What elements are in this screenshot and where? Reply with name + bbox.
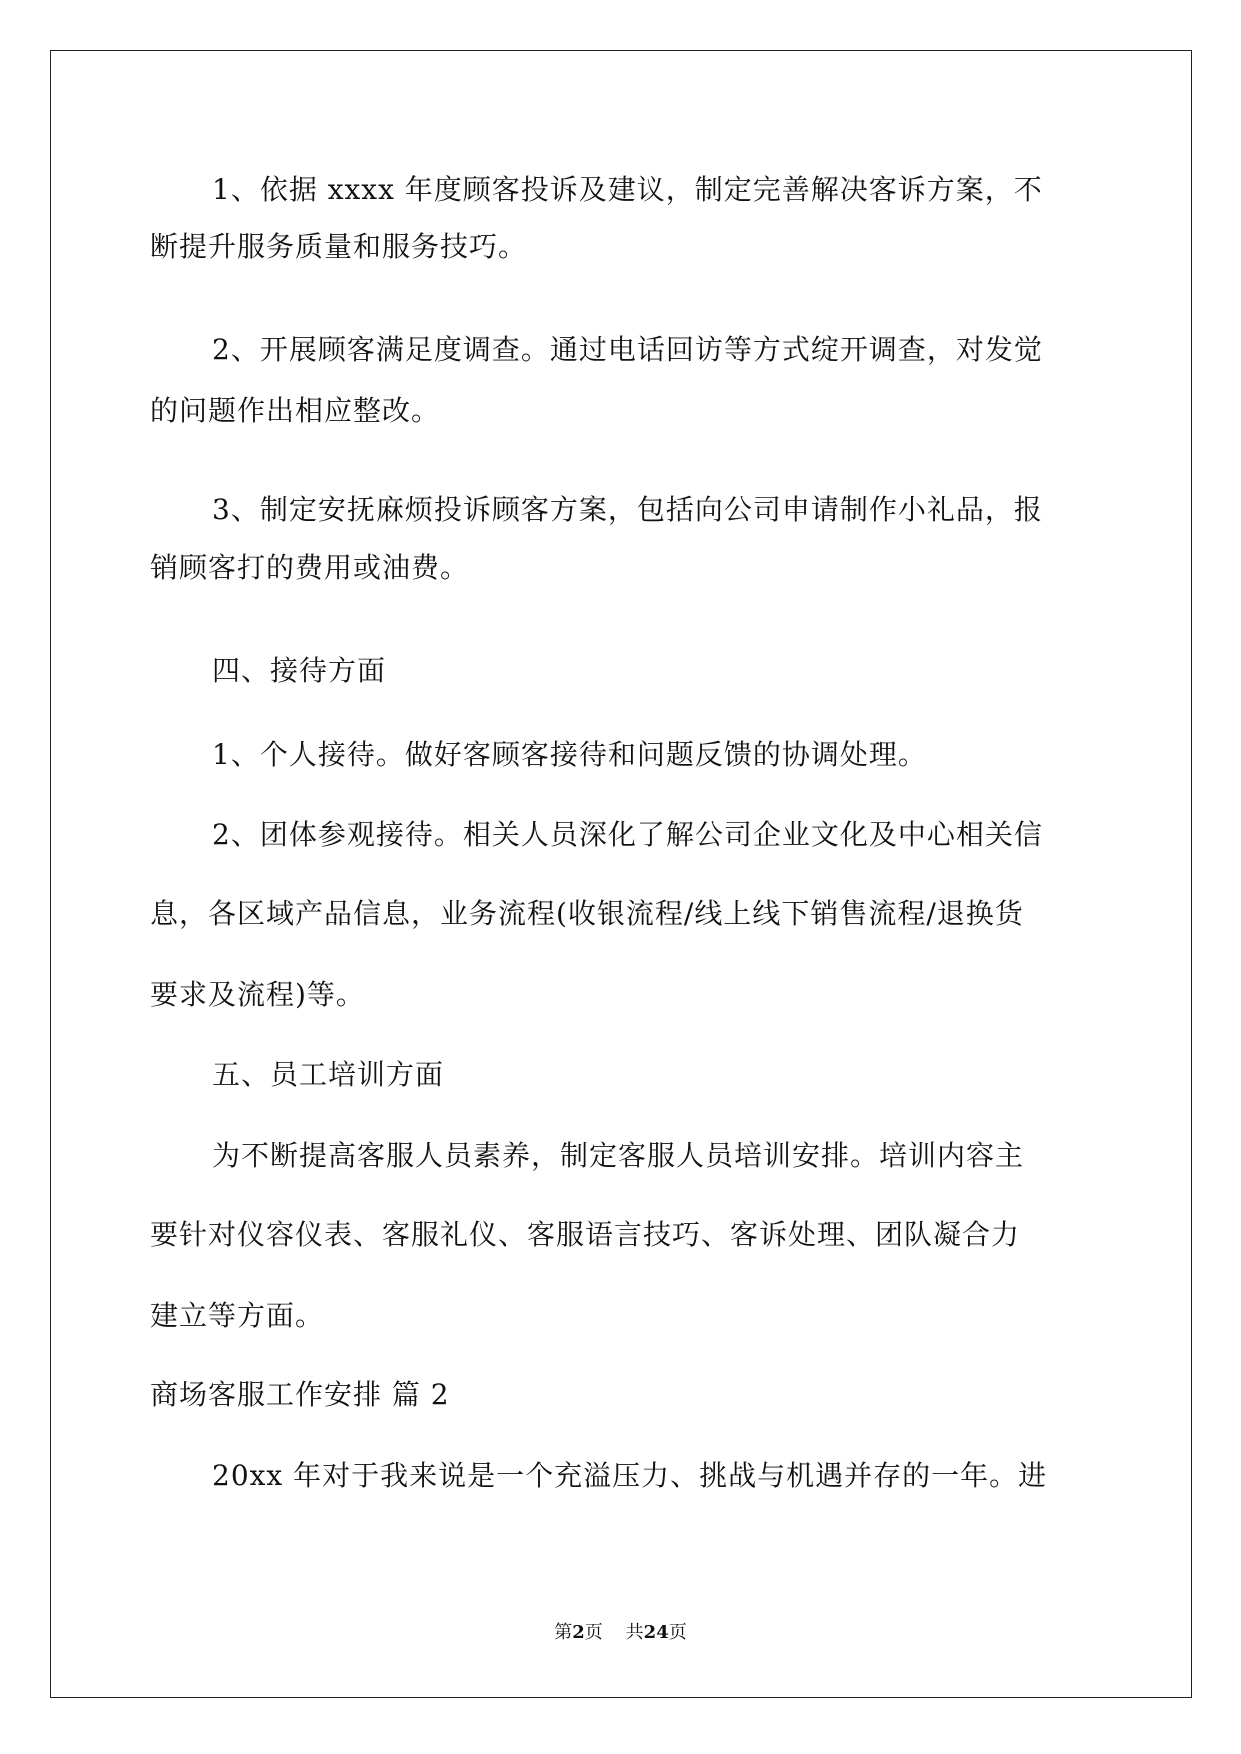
paragraph-line: 1、个人接待。做好客顾客接待和问题反馈的协调处理。 (212, 738, 927, 771)
total-pages: 24 (643, 1622, 669, 1643)
paragraph-line: 断提升服务质量和服务技巧。 (150, 230, 528, 263)
paragraph-line: 要针对仪容仪表、客服礼仪、客服语言技巧、客诉处理、团队凝合力 (150, 1218, 1021, 1251)
paragraph-line: 要求及流程)等。 (150, 978, 365, 1011)
paragraph-line: 2、团体参观接待。相关人员深化了解公司企业文化及中心相关信 (212, 818, 1043, 851)
total-label-prefix: 共 (625, 1622, 644, 1643)
page-border (50, 50, 1192, 1698)
paragraph-line: 2、开展顾客满足度调查。通过电话回访等方式绽开调查，对发觉 (212, 333, 1043, 366)
paragraph-line: 销顾客打的费用或油费。 (150, 551, 470, 584)
paragraph-line: 息，各区域产品信息，业务流程(收银流程/线上线下销售流程/退换货 (150, 897, 1024, 930)
paragraph-line: 1、依据 xxxx 年度顾客投诉及建议，制定完善解决客诉方案，不 (212, 173, 1043, 206)
page-footer (0, 1621, 1241, 1645)
paragraph-line: 20xx 年对于我来说是一个充溢压力、挑战与机遇并存的一年。进 (212, 1459, 1048, 1492)
page-label-prefix: 第 (554, 1622, 573, 1643)
paragraph-line: 为不断提高客服人员素养，制定客服人员培训安排。培训内容主 (212, 1139, 1025, 1172)
page-number: 2 (572, 1622, 585, 1643)
page-label-suffix: 页 (584, 1622, 603, 1643)
paragraph-line: 建立等方面。 (150, 1299, 325, 1332)
total-label-suffix: 页 (668, 1622, 687, 1643)
paragraph-line: 的问题作出相应整改。 (150, 394, 441, 427)
article-heading: 商场客服工作安排 篇 2 (150, 1378, 450, 1411)
section-heading: 四、接待方面 (212, 654, 387, 687)
section-heading: 五、员工培训方面 (212, 1058, 445, 1091)
paragraph-line: 3、制定安抚麻烦投诉顾客方案，包括向公司申请制作小礼品，报 (212, 493, 1043, 526)
